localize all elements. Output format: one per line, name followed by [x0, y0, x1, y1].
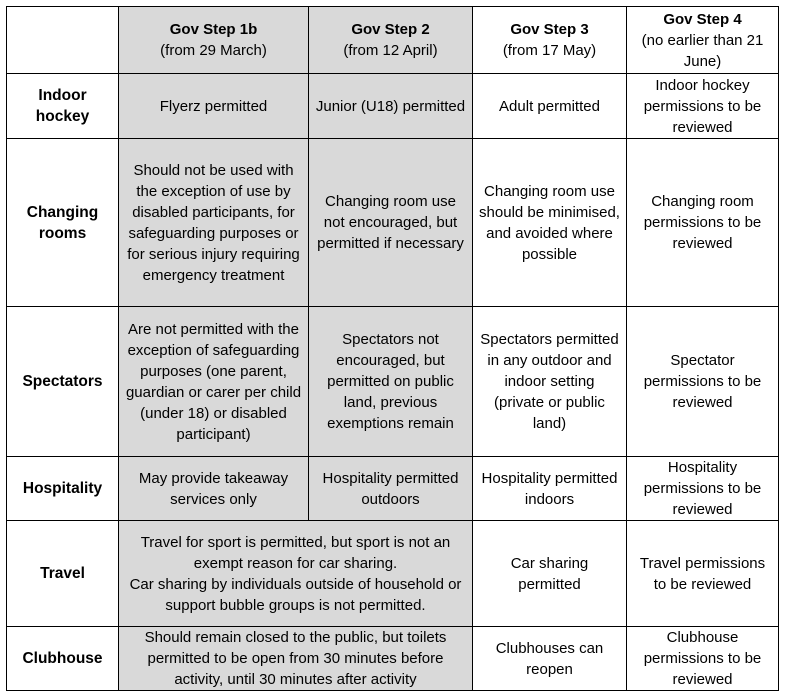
header-step-3 — [473, 7, 627, 74]
row-indoor-hockey — [7, 74, 779, 139]
cell-spectators-step-1b: Are not permitted with the exception of safeguarding purposes (one parent, guardian or carer per child (under 18) or disabled participant) — [119, 307, 309, 457]
cell-travel-step-1b-2 — [119, 521, 473, 627]
cell-clubhouse-step-3: Clubhouses can reopen — [473, 627, 627, 691]
cell-changing-rooms-step-4: Changing room permissions to be reviewed — [627, 139, 779, 307]
row-label-hospitality: Hospitality — [7, 457, 119, 521]
header-step-2-title: Gov Step 2 — [351, 21, 430, 38]
cell-clubhouse-step-1b-2: Should remain closed to the public, but toilets permitted to be open from 30 minutes before activity, until 30 minutes after activity — [119, 627, 473, 691]
cell-indoor-hockey-step-2: Junior (U18) permitted — [309, 74, 473, 139]
cell-travel-step-4: Travel permissions to be reviewed — [627, 521, 779, 627]
cell-indoor-hockey-step-1b: Flyerz permitted — [119, 74, 309, 139]
row-spectators — [7, 307, 779, 457]
row-hospitality — [7, 457, 779, 521]
row-travel — [7, 521, 779, 627]
cell-spectators-step-2: Spectators not encouraged, but permitted on public land, previous exemptions remain — [309, 307, 473, 457]
cell-indoor-hockey-step-3: Adult permitted — [473, 74, 627, 139]
cell-hospitality-step-4: Hospitality permissions to be reviewed — [627, 457, 779, 521]
header-step-2 — [309, 7, 473, 74]
travel-text-line-1: Travel for sport is permitted, but sport is not an exempt reason for car sharing. — [140, 533, 451, 572]
row-label-clubhouse: Clubhouse — [7, 627, 119, 691]
header-step-4-date: (no earlier than 21 June) — [641, 31, 764, 70]
travel-text-line-2: Car sharing by individuals outside of household or support bubble groups is not permitted. — [129, 575, 462, 614]
header-step-1b-date: (from 29 March) — [160, 42, 267, 59]
header-step-4-title: Gov Step 4 — [663, 10, 742, 28]
cell-travel-step-3: Car sharing permitted — [473, 521, 627, 627]
header-step-1b-title: Gov Step 1b — [169, 21, 258, 38]
cell-changing-rooms-step-1b: Should not be used with the exception of use by disabled participants, for safeguarding purposes or for serious injury requiring emergency treatment — [119, 139, 309, 307]
header-step-3-title: Gov Step 3 — [510, 21, 589, 38]
header-row — [7, 7, 779, 74]
header-step-1b — [119, 7, 309, 74]
cell-spectators-step-4: Spectator permissions to be reviewed — [627, 307, 779, 457]
cell-hospitality-step-2: Hospitality permitted outdoors — [309, 457, 473, 521]
guidance-table — [6, 6, 779, 691]
row-changing-rooms — [7, 139, 779, 307]
row-label-changing-rooms: Changing rooms — [7, 139, 119, 307]
header-corner — [7, 7, 119, 74]
header-step-4 — [627, 7, 779, 74]
cell-hospitality-step-3: Hospitality permitted indoors — [473, 457, 627, 521]
header-step-2-date: (from 12 April) — [343, 42, 438, 59]
cell-changing-rooms-step-3: Changing room use should be minimised, and avoided where possible — [473, 139, 627, 307]
row-label-travel: Travel — [7, 521, 119, 627]
row-label-indoor-hockey: Indoor hockey — [7, 74, 119, 139]
cell-clubhouse-step-4: Clubhouse permissions to be reviewed — [627, 627, 779, 691]
row-label-spectators: Spectators — [7, 307, 119, 457]
cell-changing-rooms-step-2: Changing room use not encouraged, but permitted if necessary — [309, 139, 473, 307]
cell-indoor-hockey-step-4: Indoor hockey permissions to be reviewed — [627, 74, 779, 139]
cell-hospitality-step-1b: May provide takeaway services only — [119, 457, 309, 521]
row-clubhouse — [7, 627, 779, 691]
header-step-3-date: (from 17 May) — [502, 42, 597, 59]
cell-spectators-step-3: Spectators permitted in any outdoor and indoor setting (private or public land) — [473, 307, 627, 457]
